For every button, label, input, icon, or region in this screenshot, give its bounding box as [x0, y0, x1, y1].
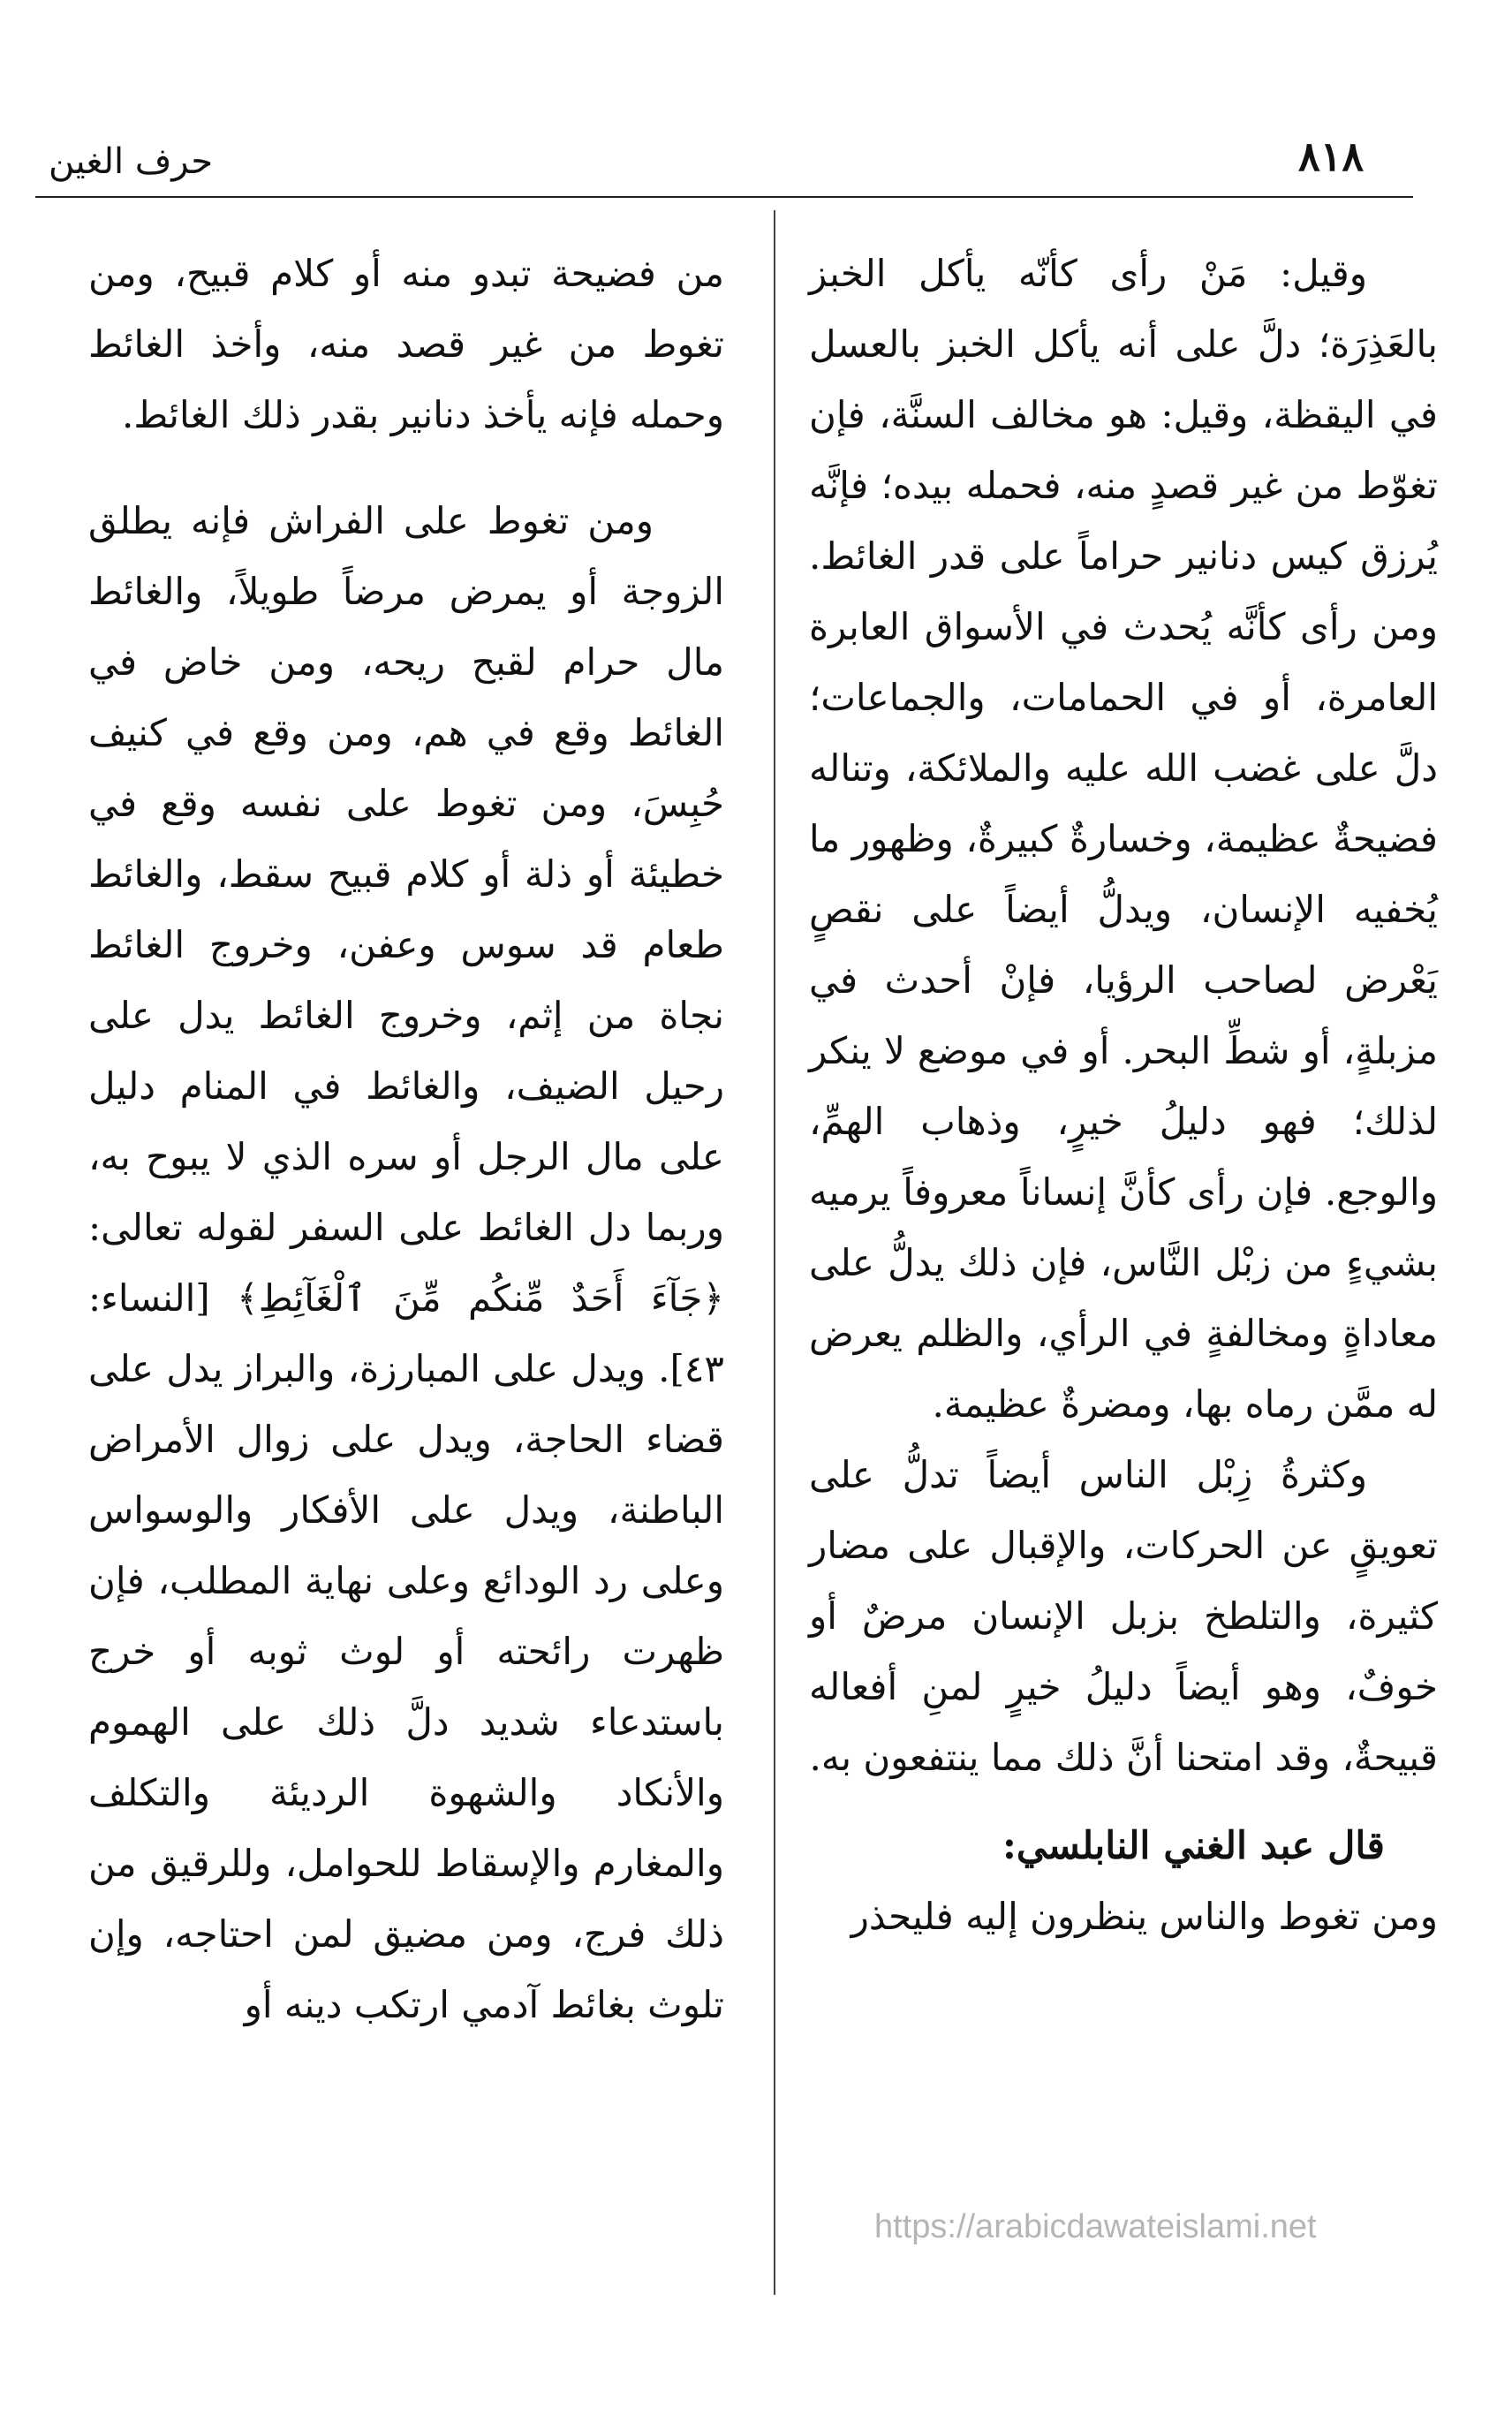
right-paragraph-2: وكثرةُ زِبْل الناس أيضاً تدلُّ على تعويقٍ عن الحركات، والإقبال على مضار كثيرة، والتلطخ بزبل الإنسان مرضٌ أو خوفٌ، وهو أيضاً دليلُ خيرٍ لمنِ أفعاله قبيحةٌ، وقد امتحنا أنَّ ذلك مما ينتفعون به. — [809, 1453, 1438, 1779]
left-column — [88, 238, 724, 2040]
watermark-url: https://arabicdawateislami.net — [874, 2208, 1317, 2245]
left-paragraph-2-end: [النساء: ٤٣]. ويدل على المبارزة، والبراز يدل على قضاء الحاجة، ويدل على زوال الأمراض الباطنة، ويدل على الأفكار والوسواس وعلى رد الودائع وعلى نهاية المطلب، فإن ظهرت رائحته أو لوث ثوبه أو خرج باستدعاء شديد دلَّ ذلك على الهموم والأنكاد والشهوة الرديئة والتكلف والمغارم والإسقاط للحوامل، وللرقيق من ذلك فرج، ومن مضيق لمن احتاجه، وإن تلوث بغائط آدمي ارتكب دينه أو — [88, 1276, 724, 2026]
page-number: ٨١٨ — [1298, 132, 1365, 180]
header-rule — [35, 196, 1413, 198]
left-paragraph-2-start: ومن تغوط على الفراش فإنه يطلق الزوجة أو يمرض مرضاً طويلاً، والغائط مال حرام لقبح ريحه، ومن خاض في الغائط وقع في هم، ومن وقع في كنيف حُبِسَ، ومن تغوط على نفسه وقع في خطيئة أو ذلة أو كلام قبيح سقط، والغائط طعام قد سوس وعفن، وخروج الغائط نجاة من إثم، وخروج الغائط يدل على رحيل الضيف، والغائط في المنام دليل على مال الرجل أو سره الذي لا يبوح به، وربما دل الغائط على السفر لقوله تعالى: — [88, 499, 724, 1249]
right-column — [809, 238, 1438, 1952]
running-header: حرف الغين — [49, 141, 214, 182]
left-paragraph-1: من فضيحة تبدو منه أو كلام قبيح، ومن تغوط من غير قصد منه، وأخذ الغائط وحمله فإنه يأخذ دنانير بقدر ذلك الغائط. — [88, 252, 724, 436]
left-paragraph-2 — [88, 486, 724, 2040]
right-paragraph-1: وقيل: مَنْ رأى كأنّه يأكل الخبز بالعَذِرَة؛ دلَّ على أنه يأكل الخبز بالعسل في اليقظة، وقيل: هو مخالف السنَّة، فإن تغوّط من غير قصدٍ منه، فحمله بيده؛ فإنَّه يُرزق كيس دنانير حراماً على قدر الغائط. ومن رأى كأنَّه يُحدث في الأسواق العابرة العامرة، أو في الحمامات، والجماعات؛ دلَّ على غضب الله عليه والملائكة، وتناله فضيحةٌ عظيمة، وخسارةٌ كبيرةٌ، وظهور ما يُخفيه الإنسان، ويدلُّ أيضاً على نقصٍ يَعْرض لصاحب الرؤيا، فإنْ أحدث في مزبلةٍ، أو شطِّ البحر. أو في موضع لا ينكر لذلك؛ فهو دليلُ خيرٍ، وذهاب الهمِّ، والوجع. فإن رأى كأنَّ إنساناً معروفاً يرميه بشيءٍ من زبْل النَّاس، فإن ذلك يدلُّ على معاداةٍ ومخالفةٍ في الرأي، والظلم يعرض له ممَّن رماه بها، ومضرةٌ عظيمة. — [809, 252, 1438, 1426]
quran-verse: ﴿جَآءَ أَحَدٌ مِّنكُم مِّنَ ٱلْغَآئِطِ﴾ — [237, 1276, 724, 1320]
section-heading: قال عبد الغني النابلسي: — [1002, 1824, 1385, 1868]
column-divider — [774, 210, 775, 2295]
right-paragraph-3: ومن تغوط والناس ينظرون إليه فليحذر — [850, 1895, 1438, 1938]
